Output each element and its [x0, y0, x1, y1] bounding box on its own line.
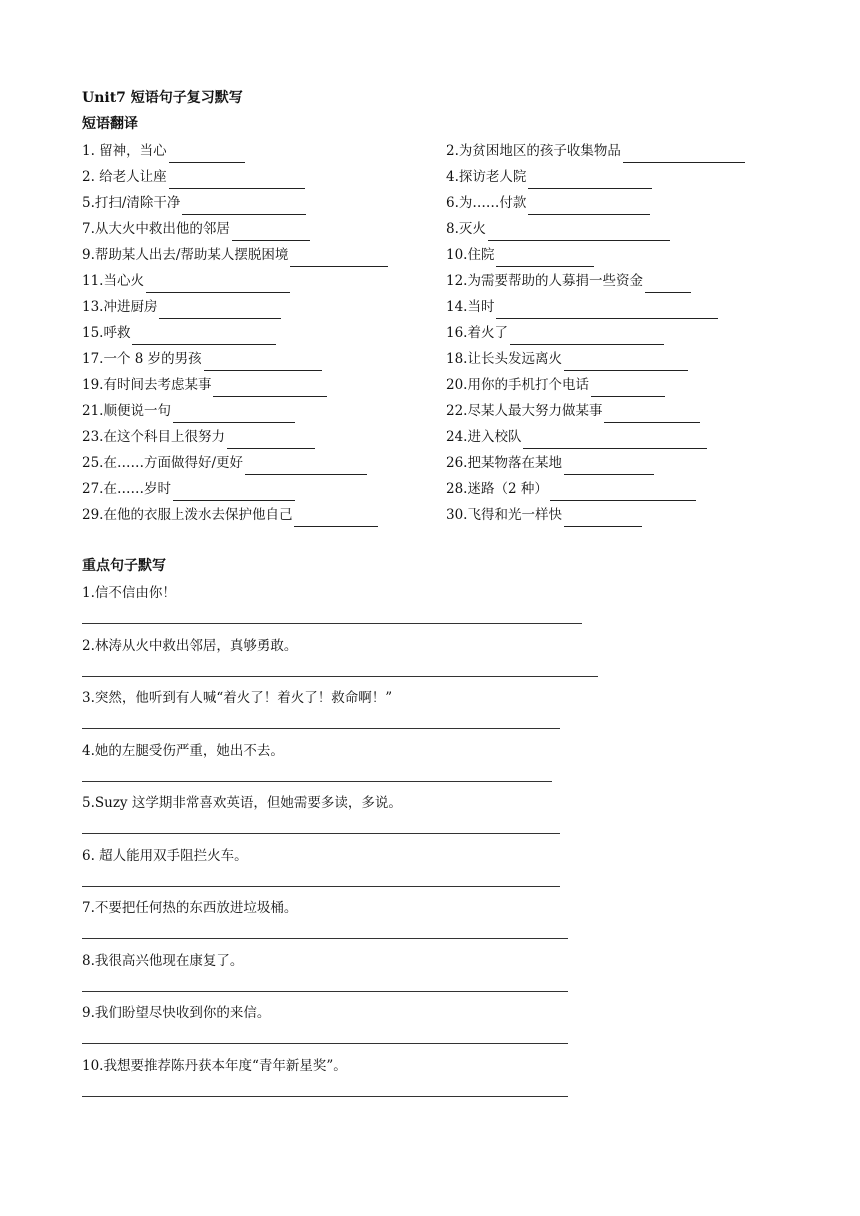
answer-blank[interactable] — [169, 171, 305, 189]
phrase-item — [82, 373, 327, 397]
phrase-item — [446, 425, 707, 449]
sentence-prompt: 5.Suzy 这学期非常喜欢英语，但她需要多读，多说。 — [82, 795, 402, 811]
sentence-prompt: 4.她的左腿受伤严重，她出不去。 — [82, 742, 284, 759]
answer-blank[interactable] — [232, 223, 310, 241]
phrase-item — [446, 399, 700, 423]
phrase-label: 8.灭火 — [446, 221, 486, 237]
phrase-item — [82, 217, 310, 241]
sentence-prompt: 1.信不信由你！ — [82, 585, 176, 601]
sentence-prompt: 6. 超人能用双手阻拦火车。 — [82, 847, 248, 864]
phrase-item — [82, 425, 315, 449]
phrase-label: 1. 留神，当心 — [82, 143, 167, 159]
answer-blank[interactable] — [169, 145, 245, 163]
sentence-item — [82, 738, 782, 791]
phrase-row — [82, 321, 782, 347]
phrase-item — [82, 321, 276, 345]
answer-blank[interactable] — [623, 145, 745, 163]
phrase-label: 10.住院 — [446, 247, 495, 263]
phrase-item — [82, 191, 306, 215]
phrase-item — [446, 217, 670, 241]
answer-blank[interactable] — [146, 275, 290, 293]
phrase-row — [82, 243, 782, 269]
answer-blank[interactable] — [182, 197, 306, 215]
answer-blank[interactable] — [245, 457, 367, 475]
phrase-row — [82, 269, 782, 295]
answer-blank[interactable] — [132, 327, 276, 345]
phrase-row — [82, 295, 782, 321]
phrase-label: 9.帮助某人出去/帮助某人摆脱困境 — [82, 247, 289, 263]
phrase-item — [82, 477, 295, 501]
sentence-prompt: 10.我想要推荐陈丹获本年度“青年新星奖”。 — [82, 1057, 347, 1074]
phrase-row — [82, 399, 782, 425]
answer-blank[interactable] — [645, 275, 691, 293]
phrase-row — [82, 191, 782, 217]
phrase-label: 4.探访老人院 — [446, 169, 527, 185]
sentence-item — [82, 685, 782, 738]
phrase-label: 25.在……方面做得好/更好 — [82, 455, 244, 471]
answer-blank[interactable] — [528, 171, 652, 189]
phrase-item — [446, 139, 745, 163]
answer-line[interactable] — [82, 833, 560, 834]
phrase-section-heading: 短语翻译 — [82, 116, 138, 132]
phrase-item — [446, 243, 594, 267]
answer-blank[interactable] — [591, 379, 665, 397]
sentence-item — [82, 633, 782, 686]
answer-line[interactable] — [82, 623, 582, 624]
phrase-row — [82, 503, 782, 529]
phrase-row — [82, 373, 782, 399]
phrase-row — [82, 347, 782, 373]
phrase-item — [446, 451, 654, 475]
sentence-section-heading: 重点句子默写 — [82, 558, 166, 574]
sentence-prompt: 2.林涛从火中救出邻居，真够勇敢。 — [82, 637, 298, 654]
phrase-label: 16.着火了 — [446, 325, 508, 341]
answer-blank[interactable] — [294, 509, 378, 527]
sentence-prompt: 8.我很高兴他现在康复了。 — [82, 952, 244, 969]
phrase-item — [82, 243, 388, 267]
phrase-row — [82, 477, 782, 503]
answer-line[interactable] — [82, 781, 552, 782]
phrase-item — [446, 295, 718, 319]
phrase-row — [82, 139, 782, 165]
answer-blank[interactable] — [290, 249, 388, 267]
phrase-label: 23.在这个科目上很努力 — [82, 429, 225, 445]
phrase-item — [446, 477, 696, 501]
phrase-label: 29.在他的衣服上泼水去保护他自己 — [82, 507, 293, 523]
phrase-row — [82, 451, 782, 477]
phrase-label: 21.顺便说一句 — [82, 403, 171, 419]
sentence-dictation-list — [82, 580, 782, 1105]
answer-line[interactable] — [82, 1096, 568, 1097]
phrase-label: 6.为……付款 — [446, 195, 527, 211]
answer-blank[interactable] — [564, 457, 654, 475]
phrase-label: 12.为需要帮助的人募捐一些资金 — [446, 273, 643, 289]
answer-blank[interactable] — [510, 327, 664, 345]
phrase-item — [446, 321, 664, 345]
answer-blank[interactable] — [204, 353, 322, 371]
phrase-label: 2. 给老人让座 — [82, 169, 167, 185]
sentence-item — [82, 1000, 782, 1053]
sentence-prompt: 7.不要把任何热的东西放进垃圾桶。 — [82, 900, 298, 916]
sentence-item — [82, 895, 782, 948]
phrase-item — [82, 451, 367, 475]
answer-blank[interactable] — [550, 483, 696, 501]
phrase-item — [446, 269, 691, 293]
phrase-label: 5.打扫/清除干净 — [82, 195, 181, 211]
answer-blank[interactable] — [159, 301, 281, 319]
phrase-label: 7.从大火中救出他的邻居 — [82, 221, 230, 237]
answer-blank[interactable] — [227, 431, 315, 449]
phrase-item — [82, 139, 245, 163]
phrase-label: 19.有时间去考虑某事 — [82, 377, 212, 393]
phrase-item — [82, 165, 305, 189]
phrase-label: 28.迷路（2 种） — [446, 481, 548, 497]
answer-blank[interactable] — [564, 509, 642, 527]
phrase-item — [82, 269, 290, 293]
phrase-item — [446, 165, 652, 189]
phrase-label: 2.为贫困地区的孩子收集物品 — [446, 143, 621, 159]
phrase-item — [446, 373, 665, 397]
phrase-translation-list — [82, 139, 782, 529]
answer-blank[interactable] — [564, 353, 688, 371]
phrase-label: 15.呼救 — [82, 325, 131, 341]
answer-line[interactable] — [82, 938, 568, 939]
answer-blank[interactable] — [523, 431, 707, 449]
phrase-label: 17.一个 8 岁的男孩 — [82, 351, 202, 367]
sentence-item — [82, 790, 782, 843]
phrase-item — [82, 503, 378, 527]
sentence-item — [82, 948, 782, 1001]
phrase-label: 14.当时 — [446, 299, 495, 315]
phrase-item — [446, 347, 688, 371]
answer-line[interactable] — [82, 886, 560, 887]
phrase-label: 26.把某物落在某地 — [446, 455, 562, 471]
answer-line[interactable] — [82, 728, 560, 729]
answer-blank[interactable] — [496, 249, 594, 267]
answer-blank[interactable] — [173, 405, 295, 423]
worksheet-title: Unit7 短语句子复习默写 — [82, 90, 243, 106]
phrase-label: 11.当心火 — [82, 273, 144, 289]
phrase-row — [82, 425, 782, 451]
phrase-item — [446, 191, 650, 215]
answer-blank[interactable] — [496, 301, 718, 319]
answer-line[interactable] — [82, 1043, 568, 1044]
sentence-prompt: 9.我们盼望尽快收到你的来信。 — [82, 1005, 271, 1021]
phrase-item — [82, 347, 322, 371]
phrase-row — [82, 165, 782, 191]
phrase-item — [446, 503, 642, 527]
answer-line[interactable] — [82, 991, 568, 992]
phrase-item — [82, 399, 295, 423]
phrase-label: 22.尽某人最大努力做某事 — [446, 403, 603, 419]
answer-blank[interactable] — [213, 379, 327, 397]
phrase-item — [82, 295, 281, 319]
answer-blank[interactable] — [604, 405, 700, 423]
phrase-label: 13.冲进厨房 — [82, 299, 158, 315]
sentence-item — [82, 1053, 782, 1106]
answer-blank[interactable] — [488, 223, 670, 241]
phrase-label: 24.进入校队 — [446, 429, 522, 445]
answer-blank[interactable] — [173, 483, 295, 501]
phrase-label: 27.在……岁时 — [82, 481, 171, 497]
phrase-label: 30.飞得和光一样快 — [446, 507, 562, 523]
phrase-row — [82, 217, 782, 243]
phrase-label: 20.用你的手机打个电话 — [446, 377, 589, 393]
sentence-prompt: 3.突然，他听到有人喊“着火了！着火了！救命啊！” — [82, 690, 393, 706]
answer-blank[interactable] — [528, 197, 650, 215]
sentence-item — [82, 843, 782, 896]
phrase-label: 18.让长头发远离火 — [446, 351, 562, 367]
answer-line[interactable] — [82, 676, 598, 677]
sentence-item — [82, 580, 782, 633]
